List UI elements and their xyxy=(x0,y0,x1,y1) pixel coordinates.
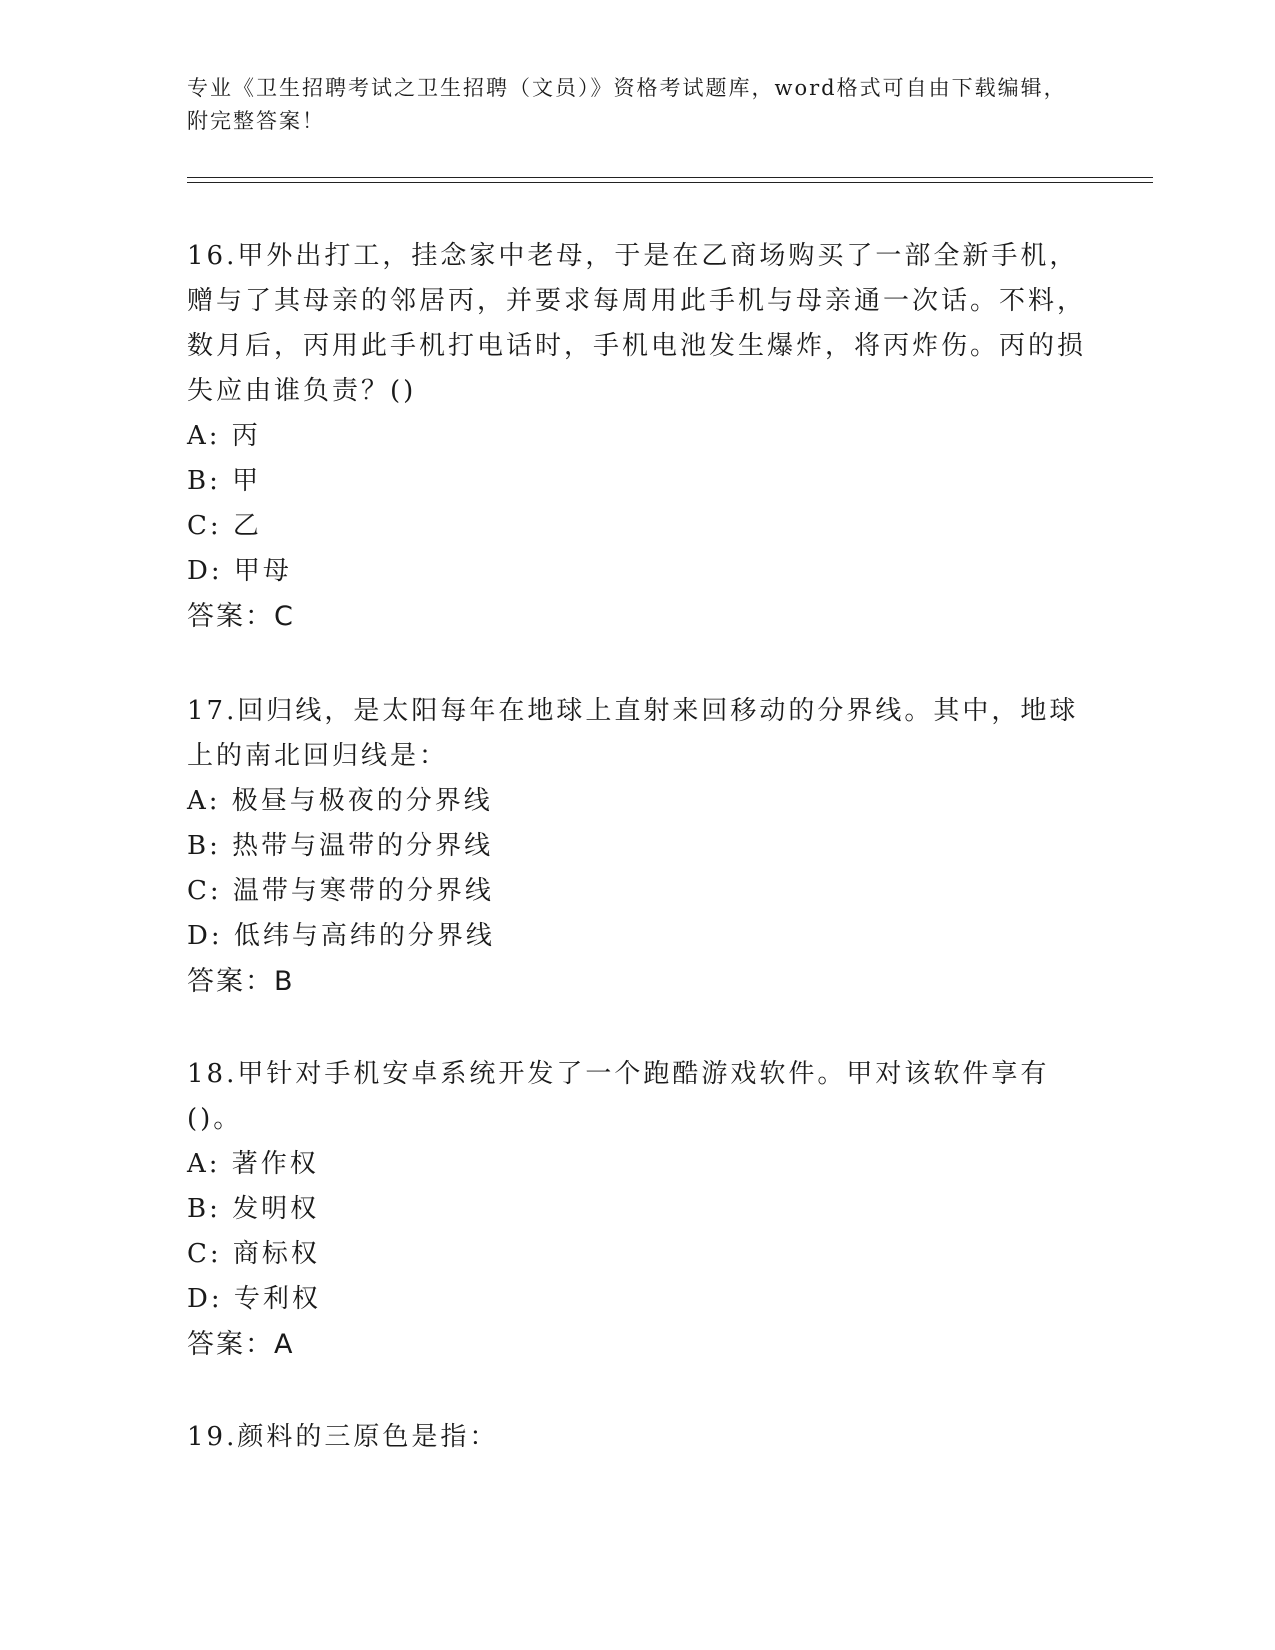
answer-line: 答案：A xyxy=(187,1329,295,1360)
option-a: A: 著作权 xyxy=(187,1149,319,1179)
question-18 xyxy=(187,1052,1087,1367)
option-d: D: 专利权 xyxy=(187,1284,321,1314)
header-rule-top xyxy=(187,177,1153,178)
answer-line: 答案：C xyxy=(187,601,295,632)
option-d: D: 甲母 xyxy=(187,556,292,586)
option-c: C: 乙 xyxy=(187,511,262,541)
question-stem: 19.颜料的三原色是指： xyxy=(187,1422,499,1452)
question-16 xyxy=(187,234,1087,639)
option-b: B: 甲 xyxy=(187,466,262,496)
option-a: A: 丙 xyxy=(187,421,261,451)
question-stem: 18.甲针对手机安卓系统开发了一个跑酷游戏软件。甲对该软件享有()。 xyxy=(187,1059,1050,1134)
question-stem: 16.甲外出打工，挂念家中老母，于是在乙商场购买了一部全新手机，赠与了其母亲的邻居丙，并要求每周用此手机与母亲通一次话。不料，数月后，丙用此手机打电话时，手机电池发生爆炸，将丙炸伤。丙的损失应由谁负责？() xyxy=(187,241,1087,406)
header-text: 专业《卫生招聘考试之卫生招聘（文员）》资格考试题库，word格式可自由下载编辑，附完整答案！ xyxy=(187,76,1067,133)
option-b: B: 发明权 xyxy=(187,1194,320,1224)
question-stem: 17.回归线，是太阳每年在地球上直射来回移动的分界线。其中，地球上的南北回归线是： xyxy=(187,696,1079,771)
question-17 xyxy=(187,689,1087,1004)
answer-line: 答案：B xyxy=(187,966,295,997)
option-b: B: 热带与温带的分界线 xyxy=(187,831,494,861)
question-19 xyxy=(187,1415,1087,1460)
document-header xyxy=(187,72,1087,138)
option-a: A: 极昼与极夜的分界线 xyxy=(187,786,493,816)
option-d: D: 低纬与高纬的分界线 xyxy=(187,921,495,951)
option-c: C: 商标权 xyxy=(187,1239,320,1269)
header-rule-bottom xyxy=(187,182,1153,183)
option-c: C: 温带与寒带的分界线 xyxy=(187,876,494,906)
